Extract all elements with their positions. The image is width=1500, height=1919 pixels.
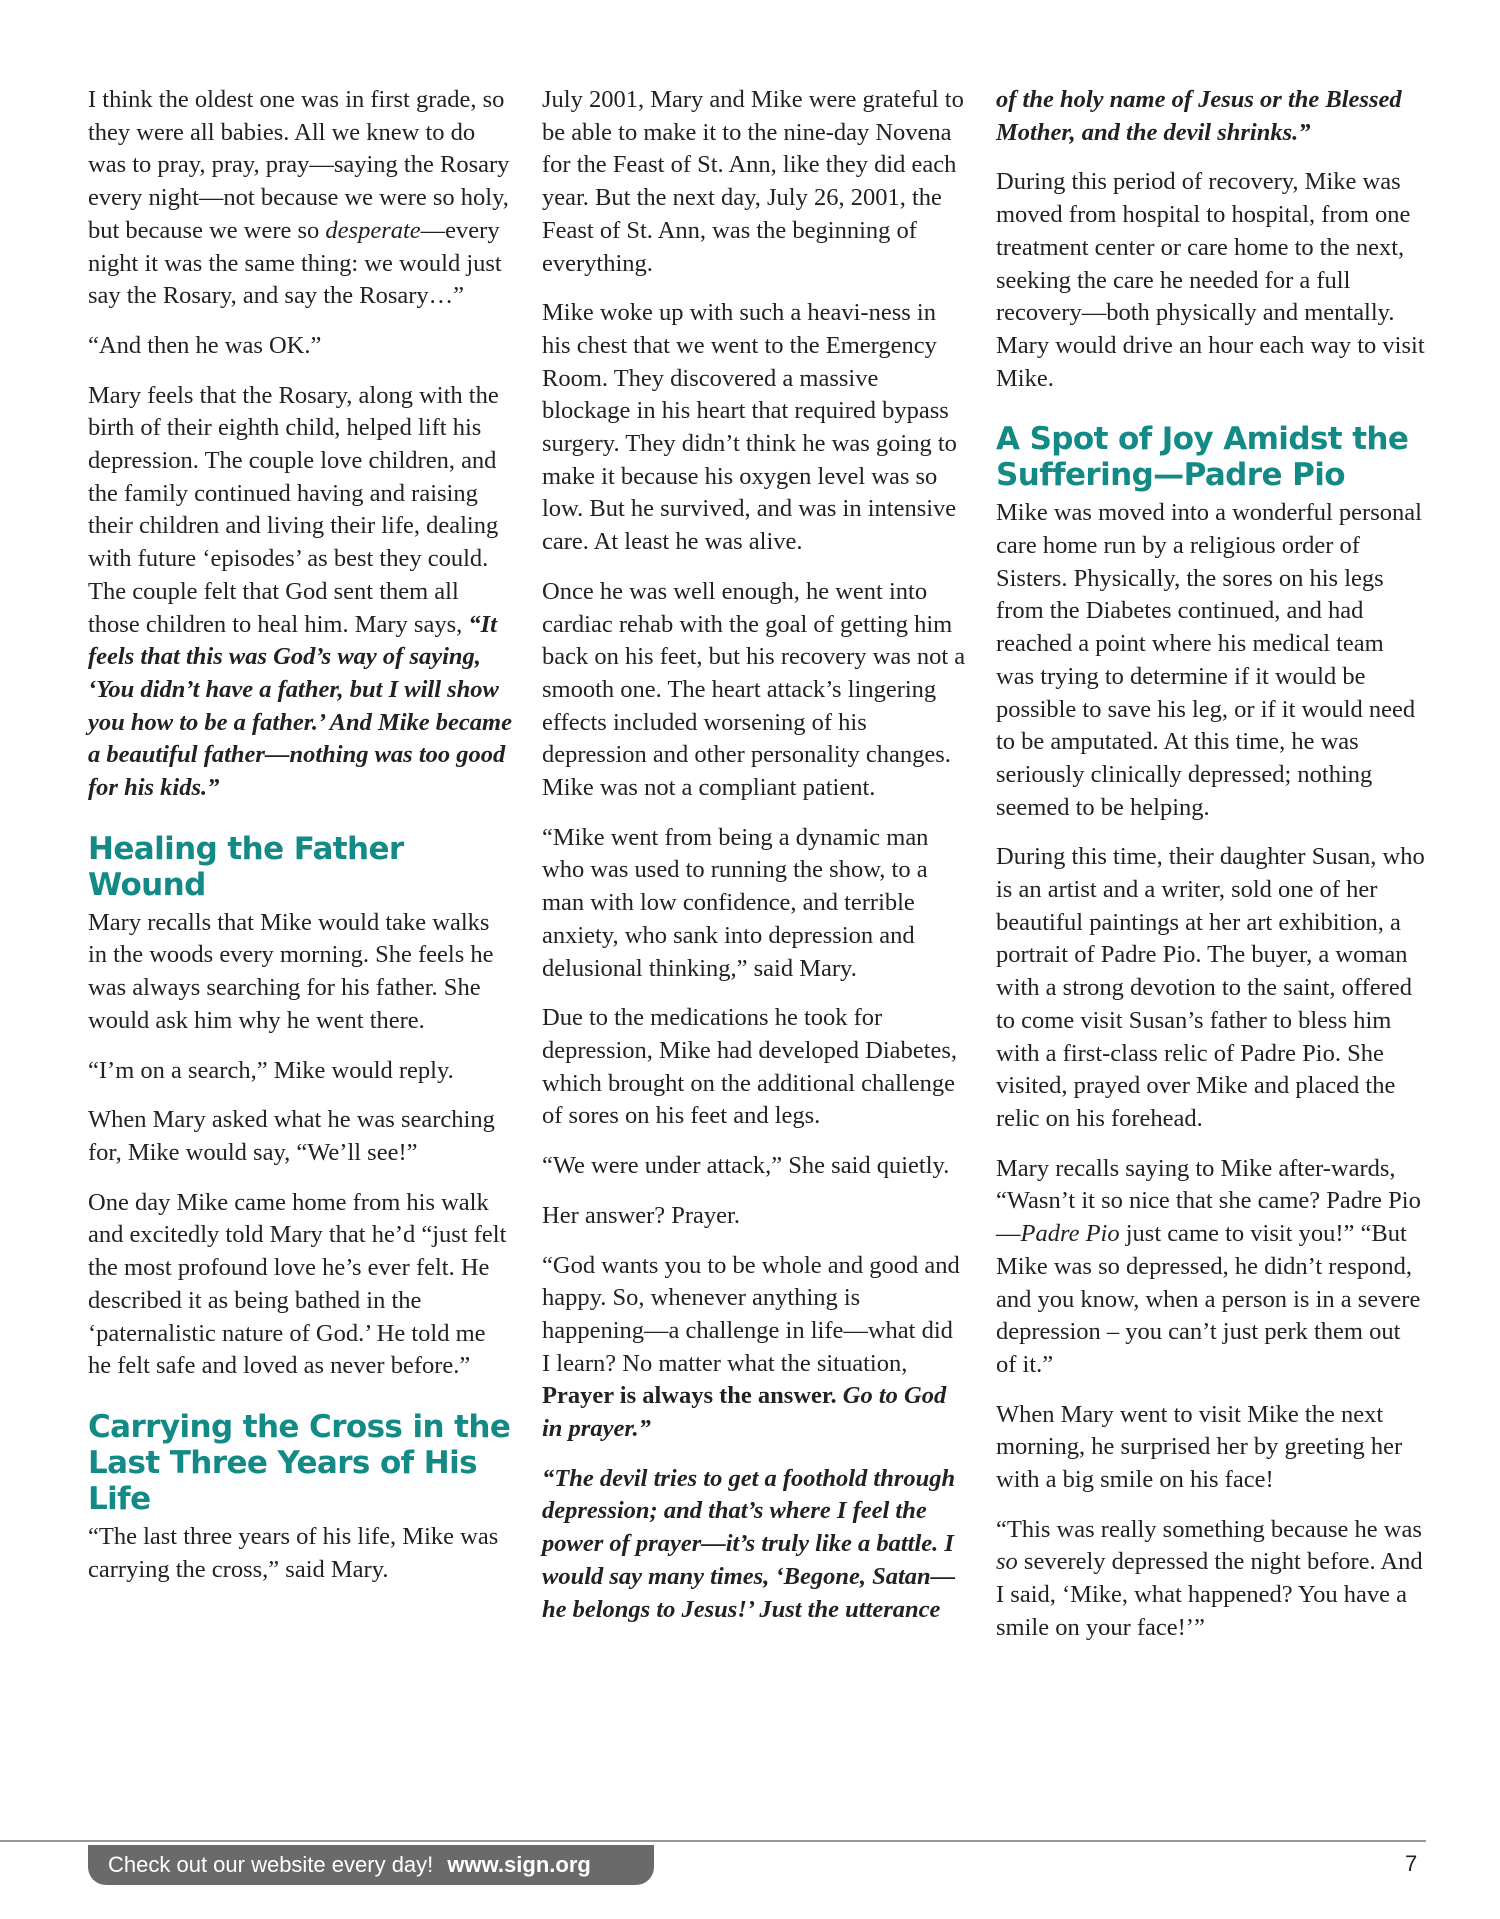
article-column-3 [996,84,1426,1662]
footer-banner [88,1845,654,1885]
paragraph: During this time, their daughter Susan, who is an artist and a writer, sold one of her beautiful paintings at her art exhibition, a portrait of Padre Pio. The buyer, a woman with a strong devotion to the saint, offered to come visit Susan’s father to bless him with a first-class relic of Padre Pio. She visited, prayed over Mike and placed the relic on his forehead. [996,843,1425,1132]
footer-prompt: Check out our website every day! [108,1852,434,1877]
pull-quote: of the holy name of Jesus or the Blessed Mother, and the devil shrinks.” [996,86,1402,146]
paragraph: When Mary went to visit Mike the next morning, he surprised her by greeting her with a big smile on his face! [996,1400,1403,1494]
paragraph: During this period of recovery, Mike was moved from hospital to hospital, from one treatment center or care home to the next, seeking the care he needed for a full recovery—both physically and mentally. Mary would drive an hour each way to visit Mike. [996,168,1425,392]
section-heading: Healing the Father Wound [88,830,404,903]
paragraph: Due to the medications he took for depression, Mike had developed Diabetes, which brought on the additional challenge of sores on his feet and legs. [542,1004,958,1130]
page-number: 7 [1405,1851,1418,1876]
section-heading: A Spot of Joy Amidst the Suffering—Padre Pio [996,421,1409,494]
paragraph: “Mike went from being a dynamic man who was used to running the show, to a man with low confidence, and terrible anxiety, who sank into depression and delusional thinking,” said Mary. [542,823,929,982]
paragraph: “God wants you to be whole and good and happy. So, whenever anything is happening—a challenge in life—what did I learn? No matter what the situation, Prayer is always the answer. Go to God in prayer.” [542,1251,960,1443]
paragraph: Mike woke up with such a heavi-ness in his chest that we went to the Emergency Room. They discovered a massive blockage in his heart that required bypass surgery. They didn’t think he was going to make it because his oxygen level was so low. But he survived, and was in intensive care. At least he was alive. [542,299,957,556]
paragraph: “The last three years of his life, Mike was carrying the cross,” said Mary. [88,1522,499,1583]
paragraph: Her answer? Prayer. [542,1201,740,1229]
paragraph: “And then he was OK.” [88,331,322,359]
article-column-2 [542,84,967,1643]
section-heading: Carrying the Cross in the Last Three Years of His Life [88,1408,511,1517]
article-column-1 [88,84,513,1603]
pull-quote: “It feels that this was God’s way of saying, ‘You didn’t have a father, but I will show you how to be a father.’ And Mike became a beautiful father—nothing was too good for his kids.” [88,610,512,802]
paragraph: When Mary asked what he was searching for, Mike would say, “We’ll see!” [88,1106,495,1166]
footer-divider [0,1840,1426,1842]
paragraph: Once he was well enough, he went into cardiac rehab with the goal of getting him back on his feet, but his recovery was not a smooth one. The heart attack’s lingering effects included worsening of his depression and other personality changes. Mike was not a compliant patient. [542,577,966,802]
paragraph: One day Mike came home from his walk and excitedly told Mary that he’d “just felt the most profound love he’s ever felt. He described it as being bathed in the ‘paternalistic nature of God.’ He told me he felt safe and loved as never before.” [88,1188,507,1380]
paragraph: Mary recalls saying to Mike after-wards, “Wasn’t it so nice that she came? Padre Pio—Padre Pio just came to visit you!” “But Mike was so depressed, he didn’t respond, and you know, when a person is in a severe depression – you can’t just perk them out of it.” [996,1154,1421,1378]
paragraph: “This was really something because he was so severely depressed the night before. And I said, ‘Mike, what happened? You have a smile on your face!’” [996,1515,1423,1641]
paragraph: I think the oldest one was in first grade, so they were all babies. All we knew to do was to pray, pray, pray—saying the Rosary every night—not because we were so holy, but because we were so desperate—every night it was the same thing: we would just say the Rosary, and say the Rosary…” [88,86,510,310]
paragraph: Mary recalls that Mike would take walks in the woods every morning. She feels he was always searching for his father. She would ask him why he went there. [88,908,494,1034]
paragraph: Mike was moved into a wonderful personal care home run by a religious order of Sisters. Physically, the sores on his legs from the Diabetes continued, and had reached a point where his medical team was trying to determine if it would be possible to save his leg, or if it would need to be amputated. At this time, he was seriously clinically depressed; nothing seemed to be helping. [996,499,1422,821]
paragraph: Mary feels that the Rosary, along with the birth of their eighth child, helped lift his depression. The couple love children, and the family continued having and raising their children and living their life, dealing with future ‘episodes’ as best they could. The couple felt that God sent them all those children to heal him. Mary says, “It feels that this was God’s way of saying, ‘You didn’t have a father, but I will show you how to be a father.’ And Mike became a beautiful father—nothing was too good for his kids.” [88,381,512,802]
paragraph: “I’m on a search,” Mike would reply. [88,1056,454,1084]
paragraph: “We were under attack,” She said quietly. [542,1152,950,1180]
paragraph: July 2001, Mary and Mike were grateful to be able to make it to the nine-day Novena for the Feast of St. Ann, like they did each year. But the next day, July 26, 2001, the Feast of St. Ann, was the beginning of everything. [542,86,964,277]
pull-quote: “The devil tries to get a foothold through depression; and that’s where I feel the power of prayer—it’s truly like a battle. I would say many times, ‘Begone, Satan—he belongs to Jesus!’ Just the utterance [542,1464,956,1623]
website-link[interactable]: www.sign.org [447,1852,591,1877]
